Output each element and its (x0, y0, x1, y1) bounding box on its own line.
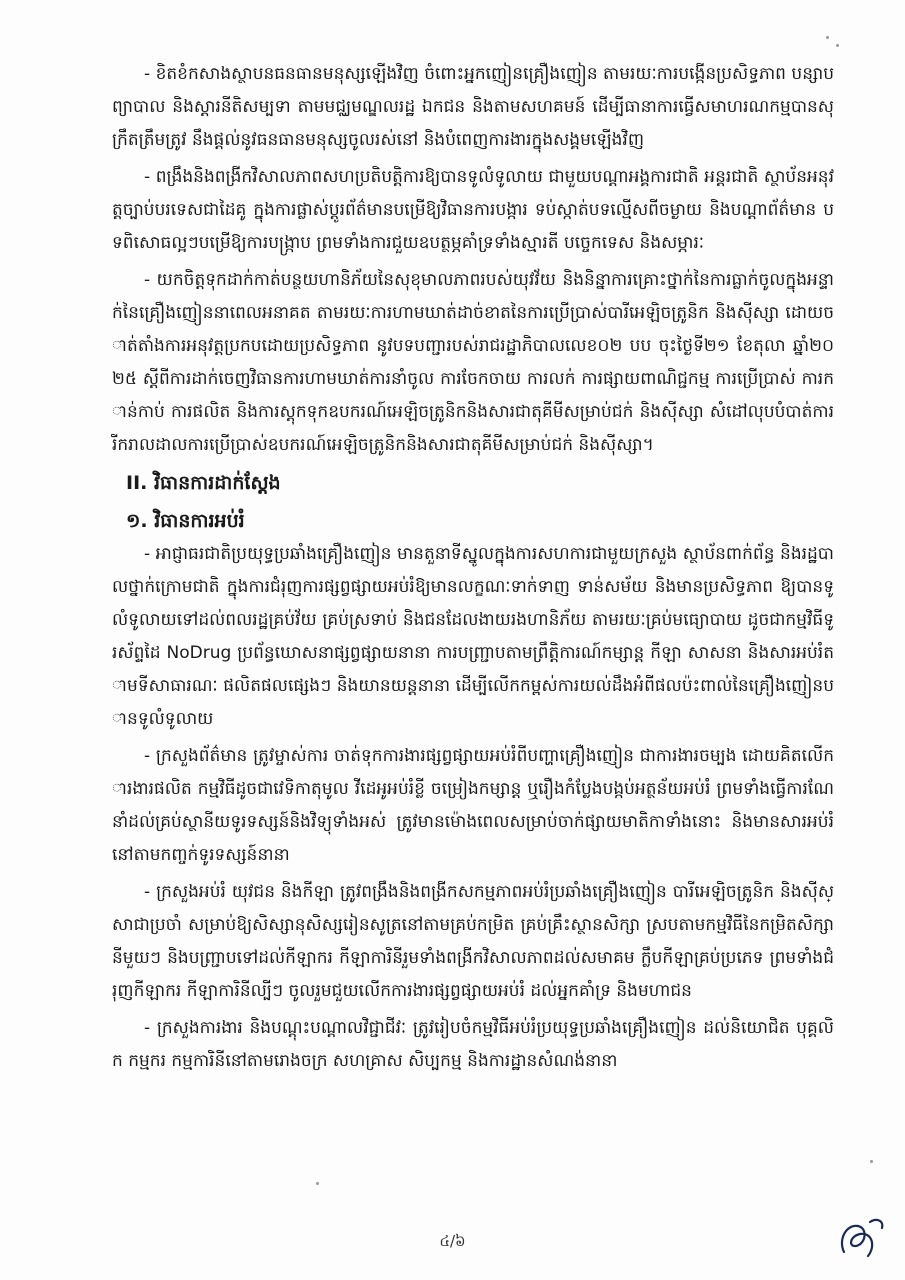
subsection-heading-education: ១. វិធានការអប់រំ (126, 510, 245, 532)
scan-speck (836, 44, 839, 47)
paragraph-ministry-labour: - ក្រសួងការងារ និងបណ្តុះបណ្តាលវិជ្ជាជីវៈ ត្រូវរៀបចំកម្មវិធីអប់រំប្រយុទ្ធប្រឆាំងគ្រឿងញៀន ដល់និយោជិត បុគ្គលិក កម្មករ កម្មការិនីនៅតាមរោងចក្រ សហគ្រាស សិប្បកម្ម និងការដ្ឋានសំណង់នានា (112, 1018, 834, 1071)
paragraph-ministry-information: - ក្រសួងព័ត៌មាន ត្រូវម្ចាស់ការ ចាត់ទុកការងារផ្សព្វផ្សាយអប់រំពីបញ្ហាគ្រឿងញៀន ជាការងារចម្បង ដោយគិតលើការងារផលិត កម្មវិធីដូចជាវេទិកាតុមូល វីដេអូអប់រំខ្លី ចម្រៀងកម្សាន្ត ឬរឿងកំប្លែងបង្កប់អត្ថន័យអប់រំ ព្រមទាំងធ្វើការណែនាំដល់គ្រប់ស្ថានីយទូរទស្សន៍និងវិទ្យុទាំងអស់ ត្រូវមានម៉ោងពេលសម្រាប់ចាក់ផ្សាយមាតិកាទាំងនោះ និងមានសារអប់រំនៅតាមកញ្ចក់ទូរទស្សន៍នានា (112, 746, 834, 865)
paragraph-ministry-education: - ក្រសួងអប់រំ យុវជន និងកីឡា ត្រូវពង្រឹងនិងពង្រីកសកម្មភាពអប់រំប្រឆាំងគ្រឿងញៀន បារីអេឡិចត្រូនិក និងស៊ីស្សាជាប្រចាំ សម្រាប់ឱ្យសិស្សានុសិស្សរៀនសូត្រនៅតាមគ្រប់កម្រិត គ្រប់គ្រឹះស្ថានសិក្សា ស្របតាមកម្មវិធីនៃកម្រិតសិក្សានីមួយៗ និងបញ្ជ្រាបទៅដល់កីឡាករ កីឡាការិនីរួមទាំងពង្រីកវិសាលភាពដល់សមាគម ក្លឹបកីឡាគ្រប់ប្រភេទ ព្រមទាំងជំរុញកីឡាករ កីឡាការិនីល្បីៗ ចូលរួមជួយលើកការងារផ្សព្វផ្សាយអប់រំ ដល់អ្នកគាំទ្រ និងមហាជន (112, 882, 834, 1001)
section-heading-measures: II. វិធានការដាក់ស្តែង (126, 472, 281, 494)
scan-speck (316, 1182, 319, 1185)
paragraph-cooperation: - ពង្រឹងនិងពង្រីកវិសាលភាពសហប្រតិបត្តិការឱ្យបានទូលំទូលាយ ជាមួយបណ្តាអង្គការជាតិ អន្តរជាតិ ស្ថាប័នអនុវត្តច្បាប់បរទេសជាដៃគូ ក្នុងការផ្លាស់ប្តូរព័ត៌មានបម្រើឱ្យវិធានការបង្ការ ទប់ស្កាត់បទល្មើសពីចម្ងាយ និងបណ្តាព័ត៌មាន បទពិសោធល្អៗបម្រើឱ្យការបង្ក្រាប ព្រមទាំងការជួយឧបត្ថម្ភគាំទ្រទាំងស្មារតី បច្ចេកទេស និងសម្ភារៈ (112, 167, 834, 253)
page-number: ៤/៦ (439, 1232, 466, 1250)
paragraph-human-resources: - ខិតខំកសាងស្ថាបនធនធានមនុស្សឡើងវិញ ចំពោះអ្នកញៀនគ្រឿងញៀន តាមរយៈការបង្កើនប្រសិទ្ធភាព បន្សាបព្យាបាល និងស្តារនីតិសម្បទា តាមមជ្ឈមណ្ឌលរដ្ឋ ឯកជន និងតាមសហគមន៍ ដើម្បីធានាការធ្វើសមាហរណកម្មបានសុក្រឹតត្រឹមត្រូវ នឹងផ្តល់នូវធនធានមនុស្សចូលរស់នៅ និងបំពេញការងារក្នុងសង្គមឡើងវិញ (112, 64, 834, 150)
paragraph-ecigarette-ban: - យកចិត្តទុកដាក់កាត់បន្ថយហានិភ័យនៃសុខុមាលភាពរបស់យុវវ័យ និងនិន្នាការគ្រោះថ្នាក់នៃការធ្លាក់ចូលក្នុងអន្ទាក់នៃគ្រឿងញៀននាពេលអនាគត តាមរយៈការហាមឃាត់ដាច់ខាតនៃការប្រើប្រាស់បារីអេឡិចត្រូនិក និងស៊ីស្សា ដោយចាត់តាំងការអនុវត្តប្រកបដោយប្រសិទ្ធភាព នូវបទបញ្ជារបស់រាជរដ្ឋាភិបាលលេខ០២ បប ចុះថ្ងៃទី២១ ខែតុលា ឆ្នាំ២០២៥ ស្តីពីការដាក់ចេញវិធានការហាមឃាត់ការនាំចូល ការចែកចាយ ការលក់ ការផ្សាយពាណិជ្ជកម្ម ការប្រើប្រាស់ ការកាន់កាប់ ការផលិត និងការស្តុកទុកឧបករណ៍អេឡិចត្រូនិកនិងសារជាតុគីមីសម្រាប់ជក់ និងស៊ីស្សា សំដៅលុបបំបាត់ការរីករាលដាលការប្រើប្រាស់ឧបករណ៍អេឡិចត្រូនិកនិងសារជាតុគីមីសម្រាប់ជក់ និងស៊ីស្សា។ (112, 270, 834, 455)
scan-speck (826, 36, 829, 39)
document-body (112, 58, 834, 1082)
paragraph-national-authority: - អាជ្ញាធរជាតិប្រយុទ្ធប្រឆាំងគ្រឿងញៀន មានតួនាទីស្នូលក្នុងការសហការជាមួយក្រសួង ស្ថាប័នពាក់ព័ន្ធ និងរដ្ឋបាលថ្នាក់ក្រោមជាតិ ក្នុងការជំរុញការផ្សព្វផ្សាយអប់រំឱ្យមានលក្ខណៈទាក់ទាញ ទាន់សម័យ និងមានប្រសិទ្ធភាព ឱ្យបានទូលំទូលាយទៅដល់ពលរដ្ឋគ្រប់វ័យ គ្រប់ស្រទាប់ និងជនដែលងាយរងហានិភ័យ តាមរយៈគ្រប់មធ្យោបាយ ដូចជាកម្មវិធីទូរស័ព្ទដៃ NoDrug ប្រព័ន្ធឃោសនាផ្សព្វផ្សាយនានា ការបញ្ជ្រាបតាមព្រឹត្តិការណ៍កម្សាន្ត កីឡា សាសនា និងសារអប់រំតាមទីសាធារណៈ ផលិតផលផ្សេងៗ និងយានយន្តនានា ដើម្បីលើកកម្ពស់ការយល់ដឹងអំពីផលប៉ះពាល់នៃគ្រឿងញៀនបានទូលំទូលាយ (112, 544, 834, 729)
handwritten-initial (832, 1212, 892, 1262)
scan-speck (870, 1160, 873, 1163)
